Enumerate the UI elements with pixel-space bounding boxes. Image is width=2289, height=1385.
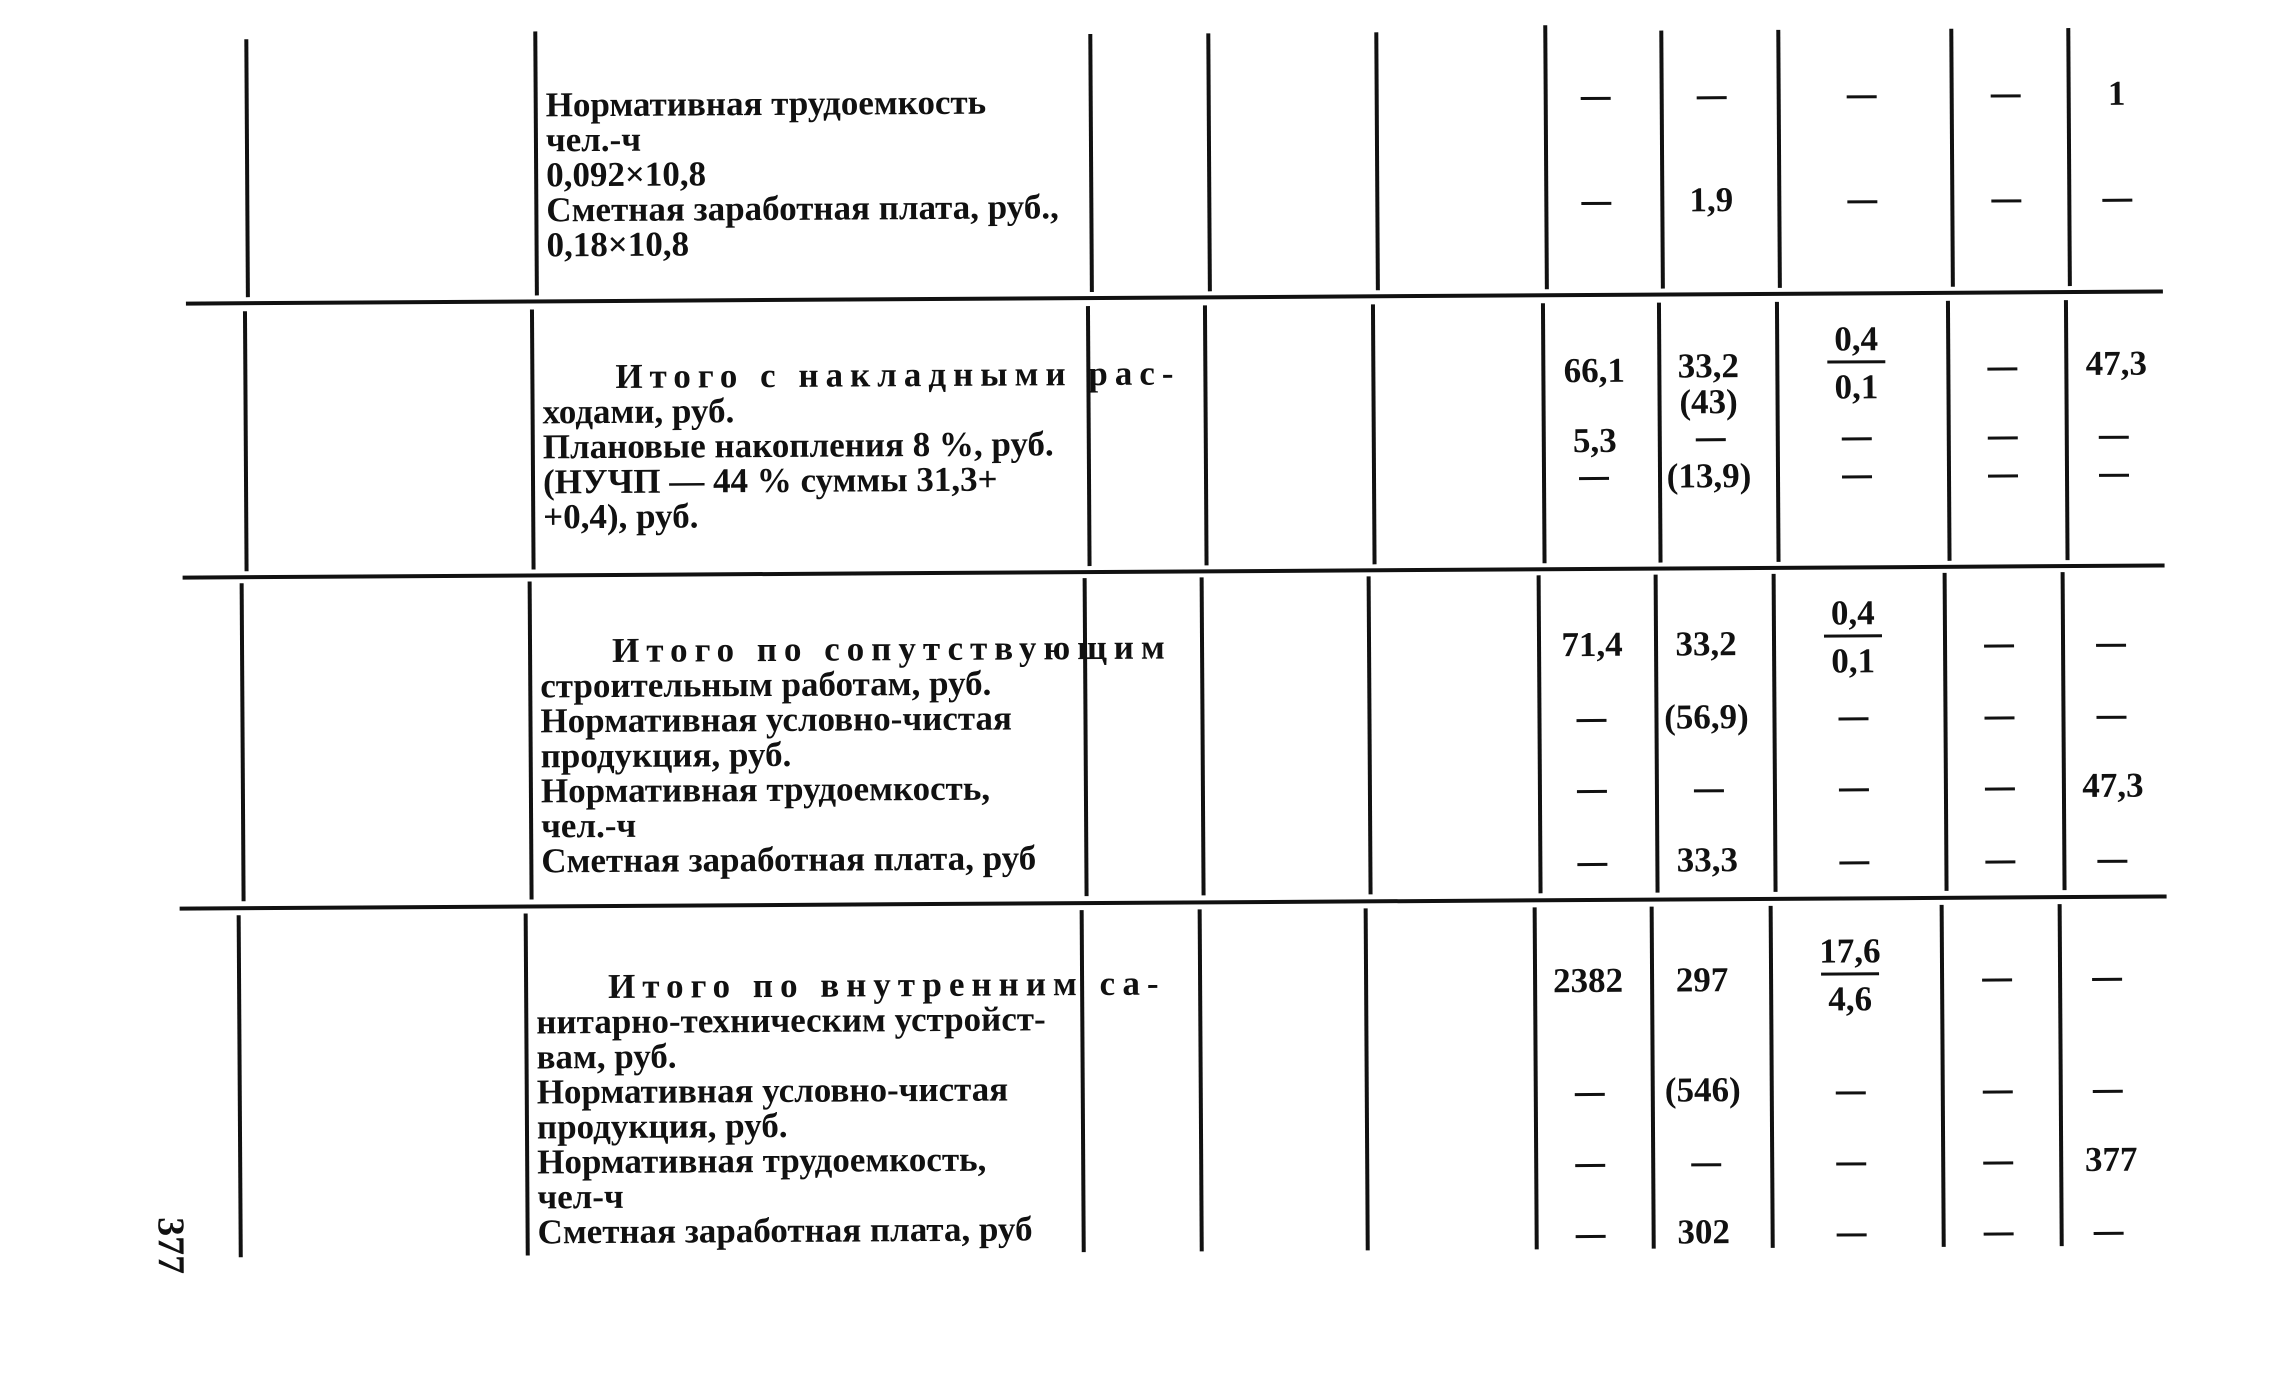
description-line: Сметная заработная плата, руб.,: [546, 187, 1059, 230]
value-cell: 47,3: [2085, 343, 2148, 383]
column-rule: [244, 39, 250, 297]
value-cell: (546): [1664, 1070, 1741, 1110]
empty-value-dash: [1988, 436, 2018, 439]
description-line: вам, руб.: [536, 1036, 677, 1077]
value-cell: 297: [1675, 960, 1729, 1000]
empty-value-dash: [1837, 1233, 1867, 1236]
value-cell: 66,1: [1563, 350, 1626, 391]
empty-value-dash: [1839, 788, 1869, 791]
value-cell: 2382: [1552, 960, 1624, 1001]
value-cell: 33,2: [1677, 346, 1740, 386]
empty-value-dash: [1842, 437, 1872, 440]
section-divider: [180, 894, 2167, 910]
description-line: 0,18×10,8: [546, 224, 690, 265]
description-line: Нормативная трудоемкость: [545, 82, 987, 125]
empty-value-dash: [1691, 1163, 1721, 1166]
empty-value-dash: [2096, 716, 2126, 719]
column-rule: [1367, 576, 1373, 894]
description-line: 0,092×10,8: [546, 154, 707, 195]
column-rule: [1940, 905, 1946, 1247]
fraction-value: [1808, 321, 1905, 405]
column-rule: [1088, 34, 1094, 292]
column-rule: [2066, 28, 2072, 286]
fraction-bar: [1821, 972, 1879, 975]
column-rule: [2064, 300, 2070, 560]
description-line: чел.-ч: [541, 805, 637, 846]
description-line: Нормативная трудоемкость,: [540, 768, 991, 811]
description-line: Сметная заработная плата, руб: [541, 838, 1037, 881]
column-rule: [1083, 578, 1089, 896]
column-rule: [1198, 909, 1204, 1251]
fraction-bar: [1827, 360, 1885, 363]
column-rule: [1775, 302, 1781, 562]
section-divider: [183, 563, 2165, 579]
description-line: Плановые накопления 8 %, руб.: [542, 424, 1054, 467]
description-line: Сметная заработная плата, руб: [537, 1209, 1033, 1252]
column-rule: [533, 31, 539, 295]
value-cell: (56,9): [1664, 697, 1749, 737]
value-cell: 302: [1677, 1212, 1730, 1252]
column-rule: [1080, 910, 1086, 1252]
fraction-denominator: 0,1: [1834, 367, 1879, 407]
empty-value-dash: [1982, 978, 2012, 981]
empty-value-dash: [1984, 644, 2014, 647]
column-rule: [1537, 575, 1543, 893]
empty-value-dash: [2097, 860, 2127, 863]
empty-value-dash: [1983, 1090, 2013, 1093]
row-description: [540, 627, 1172, 881]
fraction-numerator: 0,4: [1834, 319, 1879, 359]
column-rule: [1943, 573, 1949, 891]
empty-value-dash: [1842, 475, 1872, 478]
column-rule: [1659, 31, 1665, 289]
column-rule: [1772, 574, 1778, 892]
empty-value-dash: [1696, 438, 1726, 441]
description-line: Итого по внутренним са-: [607, 963, 1166, 1007]
fraction-numerator: 0,4: [1830, 593, 1875, 633]
column-rule: [530, 309, 536, 569]
description-line: (НУЧП — 44 % суммы 31,3+: [542, 459, 998, 502]
column-rule: [1364, 908, 1370, 1250]
empty-value-dash: [1988, 474, 2018, 477]
column-rule: [528, 581, 534, 899]
column-rule: [1374, 32, 1380, 290]
description-line: Итого с накладными рас-: [615, 353, 1181, 396]
column-rule: [1949, 29, 1955, 287]
description-line: продукция, руб.: [540, 734, 792, 776]
value-cell: (13,9): [1666, 456, 1752, 496]
value-cell: 5,3: [1572, 420, 1617, 461]
column-rule: [1206, 33, 1212, 291]
value-cell: 377: [2084, 1139, 2138, 1179]
row-description: [545, 82, 1084, 265]
empty-value-dash: [1577, 790, 1607, 793]
column-rule: [1776, 30, 1782, 288]
empty-value-dash: [1697, 96, 1727, 99]
column-rule: [1200, 577, 1206, 895]
description-line: чел-ч: [537, 1176, 624, 1217]
section-divider: [186, 290, 2163, 306]
empty-value-dash: [1985, 860, 2015, 863]
row-description: [542, 353, 1181, 537]
empty-value-dash: [1581, 202, 1611, 205]
empty-value-dash: [2094, 1232, 2124, 1235]
fraction-denominator: 4,6: [1828, 979, 1873, 1019]
column-rule: [1543, 25, 1549, 289]
description-line: нитарно-техническим устройст-: [536, 999, 1046, 1042]
description-line: +0,4), руб.: [543, 496, 699, 537]
empty-value-dash: [1984, 716, 2014, 719]
empty-value-dash: [1836, 1091, 1866, 1094]
empty-value-dash: [1836, 1162, 1866, 1165]
empty-value-dash: [1579, 477, 1609, 480]
column-rule: [1086, 306, 1092, 566]
value-cell: 1,9: [1689, 180, 1734, 220]
empty-value-dash: [2093, 1090, 2123, 1093]
value-cell: 71,4: [1561, 624, 1623, 665]
description-line: продукция, руб.: [536, 1105, 788, 1147]
column-rule: [240, 583, 246, 901]
value-cell: 33,2: [1675, 624, 1737, 664]
empty-value-dash: [1991, 94, 2021, 97]
empty-value-dash: [1983, 1161, 2013, 1164]
description-line: строительным работам, руб.: [540, 663, 992, 706]
empty-value-dash: [1694, 789, 1724, 792]
column-rule: [1541, 303, 1547, 563]
description-line: Нормативная условно-чистая: [540, 698, 1013, 741]
column-rule: [1371, 304, 1377, 564]
empty-value-dash: [1847, 200, 1877, 203]
fraction-denominator: 0,1: [1831, 641, 1876, 681]
page-number: 377: [149, 1217, 192, 1275]
description-line: Итого по сопутствующим: [611, 627, 1172, 670]
column-rule: [1203, 305, 1209, 565]
description-line: чел.-ч: [545, 119, 642, 160]
column-rule: [1769, 906, 1775, 1248]
value-cell: (43): [1679, 382, 1738, 422]
column-rule: [2061, 572, 2067, 890]
description-line: Нормативная условно-чистая: [536, 1069, 1009, 1112]
description-line: Нормативная трудоемкость,: [537, 1139, 987, 1182]
empty-value-dash: [1575, 1164, 1605, 1167]
column-rule: [2058, 904, 2064, 1246]
empty-value-dash: [1985, 787, 2015, 790]
empty-value-dash: [1991, 199, 2021, 202]
column-rule: [243, 311, 249, 571]
empty-value-dash: [1581, 97, 1611, 100]
empty-value-dash: [2099, 474, 2129, 477]
column-rule: [237, 915, 243, 1257]
value-cell: 33,3: [1676, 840, 1739, 880]
empty-value-dash: [1838, 717, 1868, 720]
empty-value-dash: [1987, 367, 2017, 370]
empty-value-dash: [2102, 199, 2132, 202]
empty-value-dash: [2096, 644, 2126, 647]
empty-value-dash: [2099, 436, 2129, 439]
empty-value-dash: [1576, 719, 1606, 722]
empty-value-dash: [1576, 1235, 1606, 1238]
fraction-bar: [1824, 634, 1882, 637]
column-rule: [1946, 301, 1952, 561]
empty-value-dash: [1839, 861, 1869, 864]
column-rule: [1657, 303, 1663, 563]
row-description: [536, 963, 1166, 1252]
empty-value-dash: [1847, 95, 1877, 98]
value-cell: 47,3: [2082, 765, 2144, 806]
column-rule: [524, 914, 530, 1256]
empty-value-dash: [1984, 1232, 2014, 1235]
empty-value-dash: [1577, 863, 1607, 866]
description-line: ходами, руб.: [542, 391, 735, 432]
fraction-value: [1802, 933, 1899, 1017]
fraction-numerator: 17,6: [1819, 931, 1881, 971]
fraction-value: [1805, 595, 1902, 679]
value-cell: 1: [2107, 73, 2126, 113]
empty-value-dash: [1575, 1093, 1605, 1096]
empty-value-dash: [2092, 978, 2122, 981]
column-rule: [1533, 907, 1539, 1249]
